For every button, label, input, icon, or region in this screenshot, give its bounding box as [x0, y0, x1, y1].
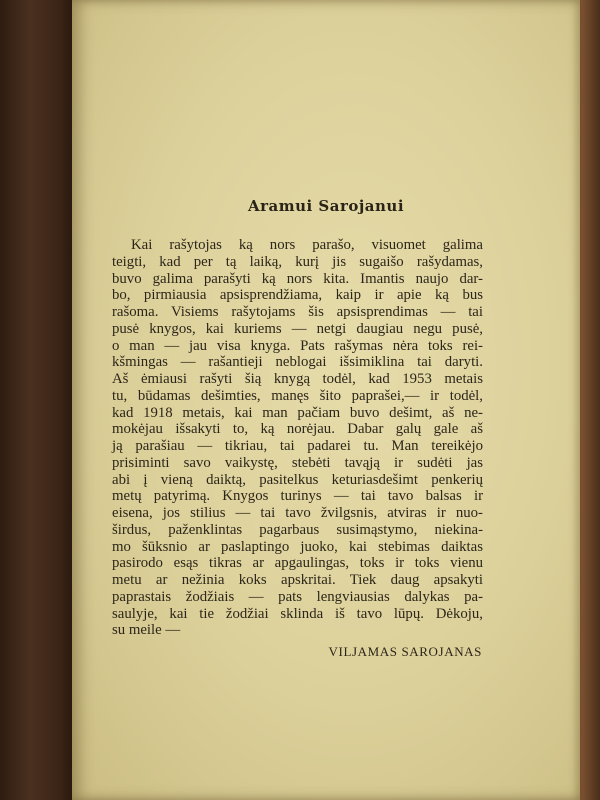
text-line: Aš ėmiausi rašyti šią knygą todėl, kad 1953 metais [112, 371, 483, 387]
text-line: metų patyrimą. Knygos turinys — tai tavo balsas ir [112, 488, 483, 505]
text-line: rašoma. Visiems rašytojams šis apsisprendimas — tai [112, 304, 483, 320]
text-line: prisiminti savo vaikystę, stebėti tavąją ir sudėti jas [112, 454, 483, 471]
text-line: abi į vieną daiktą, pasitelkus keturiasdešimt penkerių [112, 471, 483, 488]
text-line: ją parašiau — tikriau, tai padarei tu. Man tereikėjo [112, 438, 483, 454]
text-line: tu, būdamas dešimties, manęs šito paprašei,— ir todėl, [112, 387, 483, 404]
text-line: metu ar nežinia koks apskritai. Tiek daug apsakyti [112, 572, 483, 588]
text-line: o man — jau visa knyga. Pats rašymas nėra toks rei- [112, 337, 483, 354]
text-line: širdus, paženklintas pagarbaus susimąstymo, niekina- [112, 521, 483, 538]
text-line: paprastais žodžiais — pats lengviausias dalykas pa- [112, 588, 483, 605]
text-line: Kai rašytojas ką nors parašo, visuomet galima [131, 237, 483, 253]
text-line: kšmingas — rašantieji neblogai išsimiklina tai daryti. [112, 354, 483, 371]
text-line: buvo galima parašyti ką nors kita. Imantis naujo dar- [112, 270, 483, 287]
text-line: pusė knygos, kai kuriems — netgi daugiau negu pusė, [112, 320, 483, 337]
text-line: su meile — [112, 622, 181, 639]
text-line: bo, pirmiausia apsisprendžiama, kaip ir apie ką bus [112, 287, 483, 304]
text-line: mokėjau išsakyti to, ką norėjau. Dabar galų gale aš [112, 421, 483, 438]
dedication-body [112, 237, 483, 639]
text-line: kad 1918 metais, kai man pačiam buvo dešimt, aš ne- [112, 404, 483, 421]
text-line: saulyje, kai tie žodžiai sklinda iš tavo lūpų. Dėkoju, [112, 605, 483, 622]
dedication-heading: Aramui Sarojanui [247, 197, 405, 215]
text-line: mo šūksnio ar paslaptingo juoko, kai stebimas daiktas [112, 538, 483, 555]
text-line: eisena, jos stilius — tai tavo žvilgsnis, atviras ir nuo- [112, 505, 483, 521]
text-line: teigti, kad per tą laiką, kurį jis sugaišo rašydamas, [112, 253, 483, 270]
text-line: pasirodo esąs tikras ar apgaulingas, toks ir toks vienu [112, 555, 483, 572]
author-signature: VILJAMAS SAROJANAS [328, 644, 482, 659]
